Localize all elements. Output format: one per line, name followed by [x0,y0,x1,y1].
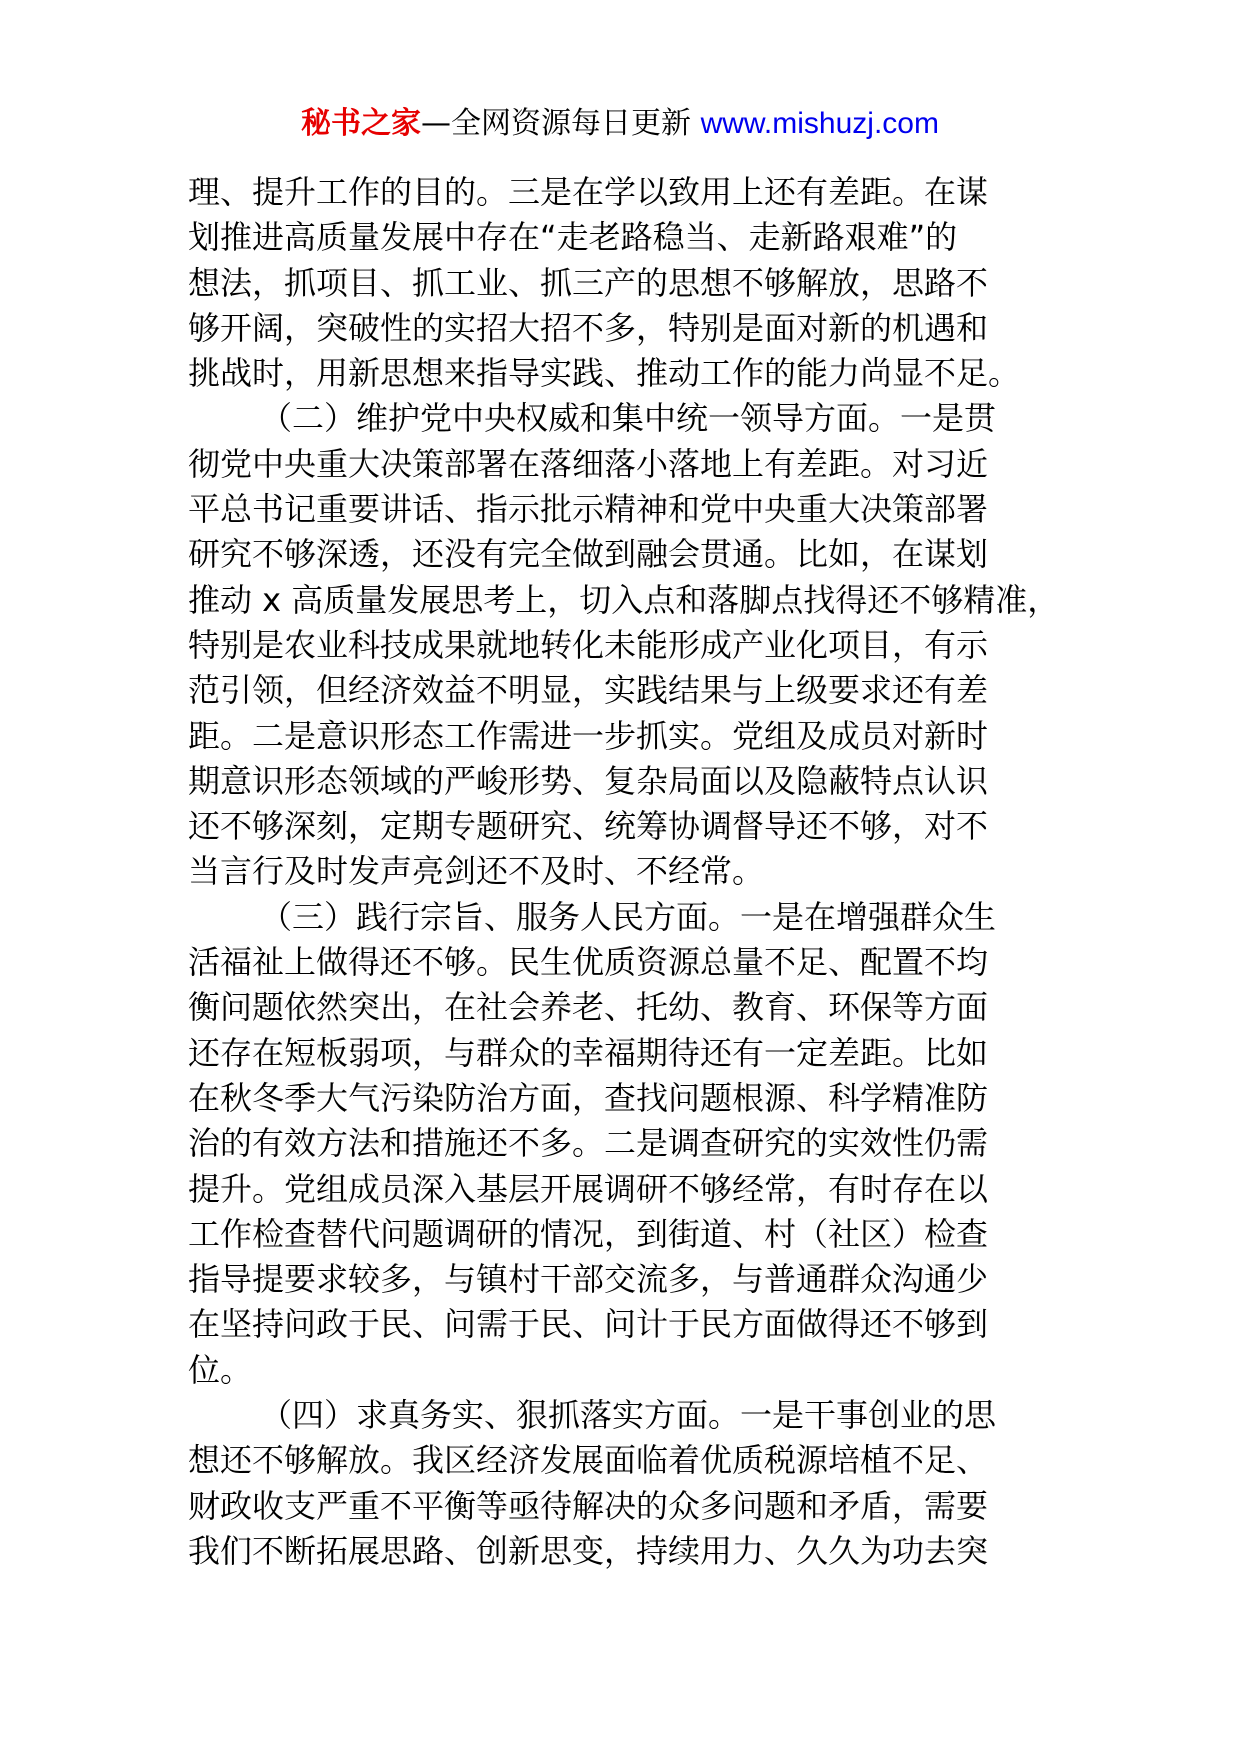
text-line: 理、提升工作的目的。三是在学以致用上还有差距。在谋 [188,173,989,211]
text-line: 想法，抓项目、抓工业、抓三产的思想不够解放，思路不 [188,263,989,302]
text-line: 推动 x 高质量发展思考上，切入点和落脚点找得还不够精准， [188,580,1060,619]
text-line: 治的有效方法和措施还不多。二是调查研究的实效性仍需 [188,1124,989,1163]
text-line: 还存在短板弱项，与群众的幸福期待还有一定差距。比如 [188,1033,989,1072]
text-line: 挑战时，用新思想来指导实践、推动工作的能力尚显不足。 [188,354,1021,393]
text-line: 在秋冬季大气污染防治方面，查找问题根源、科学精准防 [188,1078,989,1117]
text-line: 提升。党组成员深入基层开展调研不够经常，有时存在以 [188,1169,989,1208]
website-url[interactable]: www.mishuzj.com [700,107,939,140]
brand-name: 秘书之家 [301,106,422,141]
text-line: 位。 [188,1350,253,1389]
text-line: 我们不断拓展思路、创新思变，持续用力、久久为功去突 [188,1531,989,1570]
text-line: 财政收支严重不平衡等亟待解决的众多问题和矛盾，需要 [188,1486,989,1525]
text-line: 期意识形态领域的严峻形势、复杂局面以及隐蔽特点认识 [188,761,989,800]
paragraph-first-line: （二）维护党中央权威和集中统一领导方面。一是贯 [260,399,997,438]
text-line: 距。二是意识形态工作需进一步抓实。党组及成员对新时 [188,716,989,755]
text-line: 在坚持问政于民、问需于民、问计于民方面做得还不够到 [188,1305,989,1344]
document-body [188,170,1068,1574]
text-line: 范引领，但经济效益不明显，实践结果与上级要求还有差 [188,671,989,710]
text-line: 想还不够解放。我区经济发展面临着优质税源培植不足、 [188,1441,989,1480]
text-line: 工作检查替代问题调研的情况，到街道、村（社区）检查 [188,1214,989,1253]
text-line: 研究不够深透，还没有完全做到融会贯通。比如，在谋划 [188,535,989,574]
paragraph-first-line: （四）求真务实、狠抓落实方面。一是干事创业的思 [260,1396,997,1435]
text-line: 还不够深刻，定期专题研究、统筹协调督导还不够，对不 [188,807,989,846]
paragraph-first-line: （三）践行宗旨、服务人民方面。一是在增强群众生 [260,897,997,936]
text-line: 够开阔，突破性的实招大招不多，特别是面对新的机遇和 [188,308,989,347]
header-tagline: —全网资源每日更新 [421,106,701,141]
page-header [0,100,1240,148]
text-line: 特别是农业科技成果就地转化未能形成产业化项目，有示 [188,625,989,664]
text-line: 当言行及时发声亮剑还不及时、不经常。 [188,852,765,891]
text-line: 平总书记重要讲话、指示批示精神和党中央重大决策部署 [188,490,989,529]
text-line: 活福祉上做得还不够。民生优质资源总量不足、配置不均 [188,943,989,982]
text-line: 划推进高质量发展中存在“走老路稳当、走新路艰难”的 [188,218,958,257]
text-line: 指导提要求较多，与镇村干部交流多，与普通群众沟通少 [188,1260,989,1299]
text-line: 衡问题依然突出，在社会养老、托幼、教育、环保等方面 [188,988,989,1027]
text-line: 彻党中央重大决策部署在落细落小落地上有差距。对习近 [188,444,989,483]
